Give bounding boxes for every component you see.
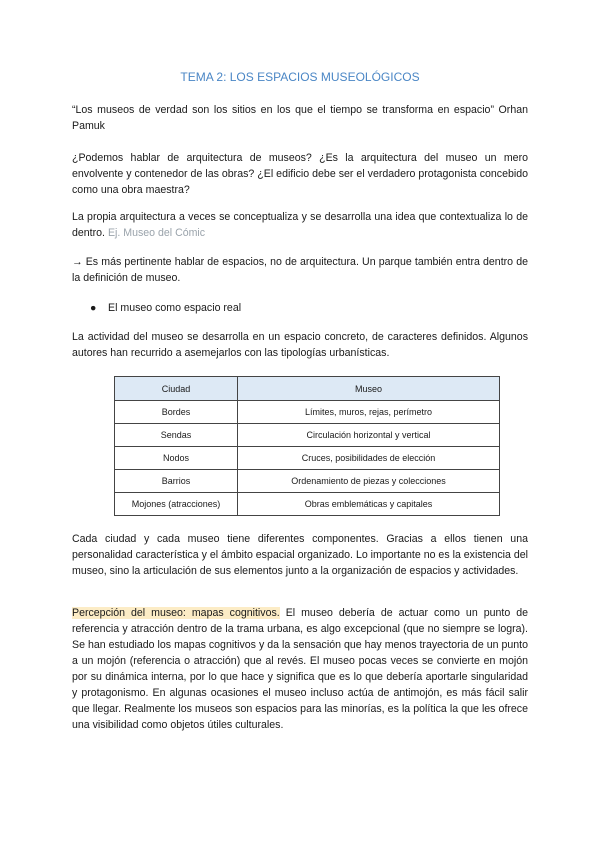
- architecture-text: La propia arquitectura a veces se conceptualiza y se desarrolla una idea que contextualiza lo de dentro.: [72, 211, 528, 239]
- table-cell: Bordes: [115, 401, 238, 424]
- table-cell: Cruces, posibilidades de elección: [238, 447, 500, 470]
- activity-paragraph: La actividad del museo se desarrolla en un espacio concreto, de caracteres definidos. Algunos autores han recurrido a asemejarlos con las tipologías urbanísticas.: [72, 331, 528, 359]
- table-header-row: [115, 377, 500, 401]
- table-cell: Circulación horizontal y vertical: [238, 424, 500, 447]
- table-row: [115, 447, 500, 470]
- table-cell: Nodos: [115, 447, 238, 470]
- table-cell: Barrios: [115, 470, 238, 493]
- city-museum-table: [114, 376, 500, 516]
- table-header-cell: Museo: [238, 377, 500, 401]
- questions-paragraph: ¿Podemos hablar de arquitectura de museos? ¿Es la arquitectura del museo un mero envolvente y contenedor de las obras? ¿El edificio debe ser el verdadero protagonista concebido como una obra maestra?: [72, 152, 528, 196]
- bullet-icon: ●: [90, 302, 97, 314]
- table-header-cell: Ciudad: [115, 377, 238, 401]
- quote-paragraph: “Los museos de verdad son los sitios en los que el tiempo se transforma en espacio” Orhan Pamuk: [72, 104, 528, 132]
- table-row: [115, 401, 500, 424]
- bullet-item: [90, 300, 241, 316]
- perception-heading-highlight: Percepción del museo: mapas cognitivos.: [72, 607, 280, 619]
- spaces-paragraph: → Es más pertinente hablar de espacios, no de arquitectura. Un parque también entra dentro de la definición de museo.: [72, 256, 528, 284]
- page-title: TEMA 2: LOS ESPACIOS MUSEOLÓGICOS: [180, 70, 420, 84]
- table-cell: Obras emblemáticas y capitales: [238, 493, 500, 516]
- table-cell: Límites, muros, rejas, perímetro: [238, 401, 500, 424]
- table-cell: Mojones (atracciones): [115, 493, 238, 516]
- perception-text: El museo debería de actuar como un punto de referencia y atracción dentro de la trama urbana, es algo excepcional (que no siempre se logra). Se han estudiado los mapas cognitivos y da la sensación que hay menos trayectoria de un punto a un mojón (referencia o atracción) que al revés. El museo pocas veces se convierte en mojón por su dinámica interna, por lo que hace y significa que es lo que debería aportarle singularidad y protagonismo. En algunas ocasiones el museo incluso actúa de antimojón, es más fácil salir que llegar. Realmente los museos son espacios para las minorías, es la política la que les ofrece una visibilidad como objetos útiles culturales.: [72, 607, 528, 731]
- table-row: [115, 470, 500, 493]
- architecture-paragraph: [72, 209, 528, 241]
- table-cell: Sendas: [115, 424, 238, 447]
- table-row: [115, 424, 500, 447]
- perception-paragraph: [72, 605, 528, 733]
- bullet-text: El museo como espacio real: [108, 302, 242, 314]
- city-paragraph: Cada ciudad y cada museo tiene diferentes componentes. Gracias a ellos tienen una personalidad característica y el ámbito espacial organizado. Lo importante no es la existencia del museo, sino la articulación de sus elementos junto a la organización de espacios y actividades.: [72, 533, 528, 577]
- table-row: [115, 493, 500, 516]
- table-cell: Ordenamiento de piezas y colecciones: [238, 470, 500, 493]
- architecture-example: Ej. Museo del Cómic: [107, 227, 206, 239]
